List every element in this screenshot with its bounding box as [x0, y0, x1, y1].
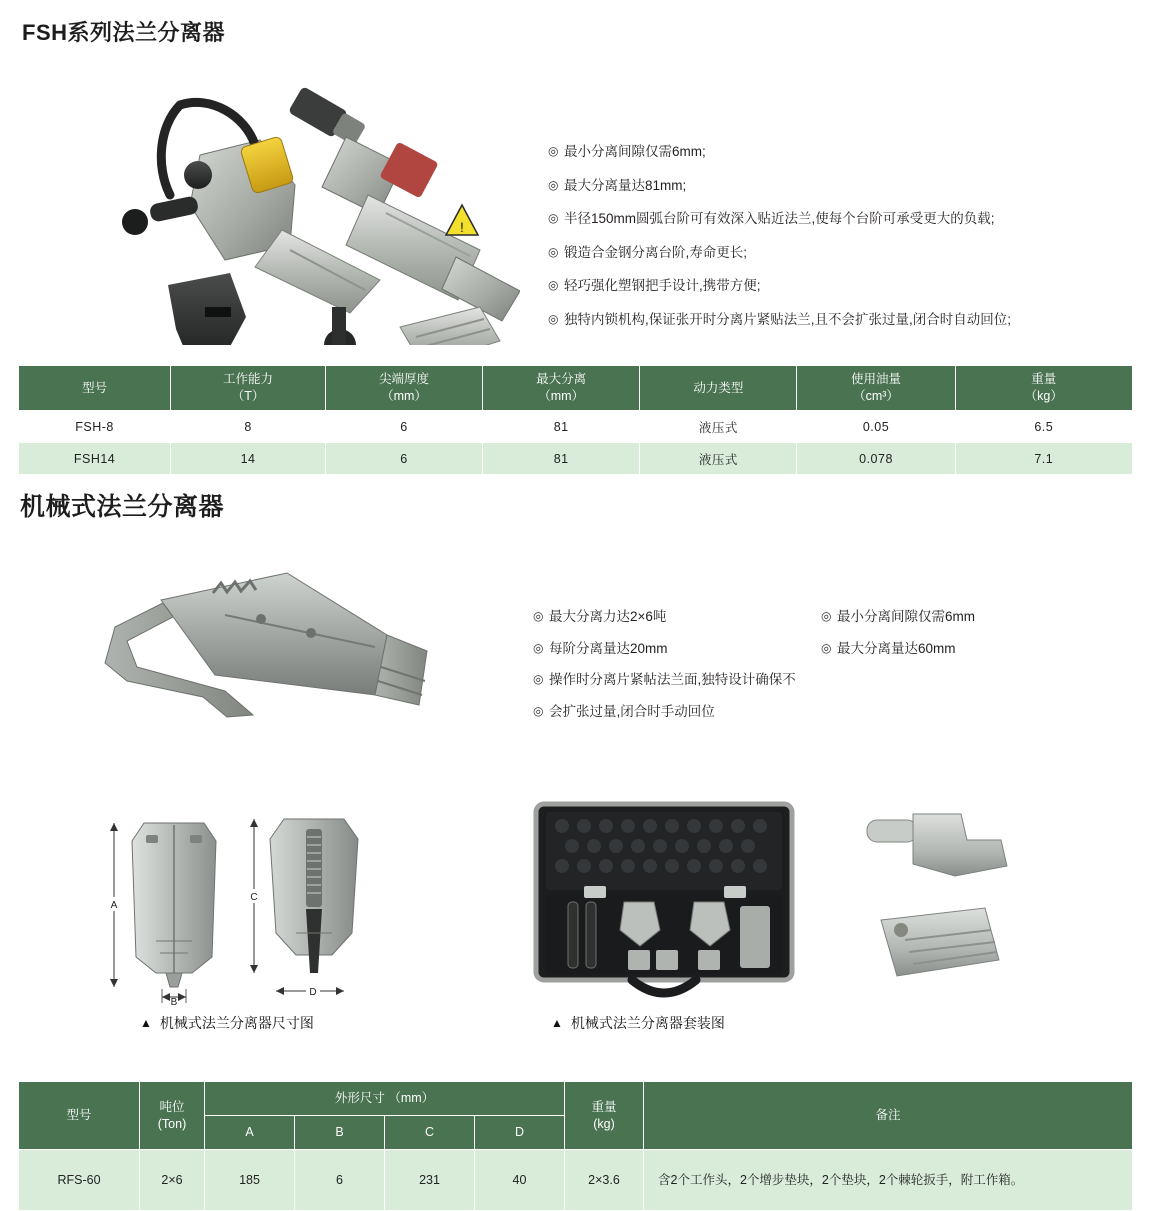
bullet-icon: ◎	[548, 278, 559, 293]
list-item-text: 操作时分离片紧帖法兰面,独特设计确保不	[549, 672, 796, 688]
bullet-icon: ◎	[533, 672, 544, 687]
table-row	[19, 443, 1133, 475]
product-photo-tool-case	[528, 790, 808, 1005]
bullet-icon: ◎	[548, 144, 559, 158]
bullet-icon: ◎	[821, 640, 832, 655]
th-note: 备注	[644, 1082, 1133, 1150]
cell-tip-thickness: 6	[325, 443, 482, 475]
list-item	[548, 311, 1011, 329]
cell-power-type: 液压式	[640, 411, 797, 443]
feature-list-fsh	[548, 143, 1011, 344]
bullet-icon: ◎	[548, 311, 559, 326]
bullet-icon: ◎	[533, 703, 544, 718]
th-dim-d: D	[475, 1116, 565, 1150]
list-item	[548, 244, 1011, 262]
cell-capacity: 14	[171, 443, 326, 475]
cell-note: 含2个工作头，2个增步垫块，2个垫块，2个棘轮扳手，附工作箱。	[644, 1150, 1133, 1211]
cell-capacity: 8	[171, 411, 326, 443]
bullet-icon: ◎	[533, 640, 544, 655]
list-item	[533, 608, 821, 626]
list-item-text: 会扩张过量,闭合时手动回位	[549, 703, 715, 719]
table-row	[19, 1150, 1133, 1211]
cell-weight: 2×3.6	[565, 1150, 644, 1211]
list-item-text: 独特内锁机构,保证张开时分离片紧贴法兰,且不会扩张过量,闭合时自动回位;	[564, 311, 1012, 327]
spec-table-mechanical	[18, 1081, 1133, 1211]
list-item	[548, 143, 1011, 161]
cell-model: RFS-60	[19, 1150, 140, 1211]
table-row	[19, 411, 1133, 443]
bullet-icon: ◎	[548, 244, 559, 259]
th-power-type: 动力类型	[640, 366, 797, 411]
cell-ton: 2×6	[140, 1150, 205, 1211]
cell-weight: 6.5	[955, 411, 1132, 443]
caption-dimension-drawing	[140, 1013, 314, 1033]
dimension-drawing	[100, 805, 430, 1005]
cell-dim-c: 231	[385, 1150, 475, 1211]
cell-dim-a: 185	[205, 1150, 295, 1211]
list-item-text: 最小分离间隙仅需6mm;	[564, 144, 706, 159]
cell-max-spread: 81	[483, 443, 640, 475]
caption-kit-photo	[551, 1013, 725, 1033]
list-item	[533, 671, 975, 689]
th-weight: 重量 (kg)	[565, 1082, 644, 1150]
cell-dim-d: 40	[475, 1150, 565, 1211]
bullet-icon: ◎	[548, 177, 559, 192]
list-item-text: 每阶分离量达20mm	[549, 640, 668, 656]
th-max-spread: 最大分离 （mm）	[483, 366, 640, 411]
table-header-row	[19, 366, 1133, 411]
product-photo-mechanical-flange-spreader	[75, 555, 495, 765]
list-item-text: 最大分离量达60mm	[837, 640, 956, 656]
page-title-mechanical-spreader: 机械式法兰分离器	[20, 493, 225, 521]
dim-label-b: B	[170, 997, 178, 1005]
th-tip-thickness: 尖端厚度 （mm）	[325, 366, 482, 411]
caption-text: 机械式法兰分离器尺寸图	[159, 1015, 314, 1031]
th-ton: 吨位 (Ton)	[140, 1082, 205, 1150]
dim-label-d: D	[309, 987, 317, 998]
list-item	[548, 210, 1011, 228]
list-item-text: 最大分离力达2×6吨	[549, 609, 667, 624]
cell-model: FSH14	[19, 443, 171, 475]
th-dim-a: A	[205, 1116, 295, 1150]
triangle-icon: ▲	[140, 1016, 152, 1030]
list-item	[533, 640, 821, 658]
list-item-text: 半径150mm圆弧台阶可有效深入贴近法兰,使每个台阶可承受更大的负载;	[564, 211, 995, 227]
list-item-text: 锻造合金钢分离台阶,寿命更长;	[564, 244, 748, 260]
th-model: 型号	[19, 1082, 140, 1150]
cell-oil-usage: 0.078	[797, 443, 955, 475]
cell-power-type: 液压式	[640, 443, 797, 475]
table-header-row	[19, 1082, 1133, 1116]
list-item	[548, 277, 1011, 295]
th-weight: 重量 （kg）	[955, 366, 1132, 411]
bullet-icon: ◎	[533, 609, 544, 623]
cell-model: FSH-8	[19, 411, 171, 443]
triangle-icon: ▲	[551, 1016, 563, 1030]
cell-oil-usage: 0.05	[797, 411, 955, 443]
list-item	[533, 703, 975, 721]
cell-tip-thickness: 6	[325, 411, 482, 443]
spec-table-fsh	[18, 365, 1133, 475]
bullet-icon: ◎	[821, 609, 832, 623]
caption-text: 机械式法兰分离器套装图	[570, 1015, 725, 1031]
product-photo-accessories	[845, 800, 1060, 1010]
cell-dim-b: 6	[295, 1150, 385, 1211]
list-item-text: 轻巧强化塑钢把手设计,携带方便;	[564, 278, 761, 294]
th-model: 型号	[19, 366, 171, 411]
page-title-fsh-series: FSH系列法兰分离器	[22, 20, 226, 45]
dim-label-c: C	[250, 892, 258, 903]
list-item-text: 最小分离间隙仅需6mm	[837, 609, 975, 624]
bullet-icon: ◎	[548, 211, 559, 226]
list-item	[821, 608, 975, 626]
th-dim-c: C	[385, 1116, 475, 1150]
svg-text:!: !	[460, 219, 464, 235]
list-item-text: 最大分离量达81mm;	[564, 177, 687, 193]
product-photo-fsh-flange-spreader	[50, 45, 520, 345]
th-oil-usage: 使用油量 （cm³）	[797, 366, 955, 411]
th-capacity: 工作能力 （T）	[171, 366, 326, 411]
cell-weight: 7.1	[955, 443, 1132, 475]
th-dim-b: B	[295, 1116, 385, 1150]
list-item	[548, 177, 1011, 195]
cell-max-spread: 81	[483, 411, 640, 443]
feature-list-mechanical	[533, 608, 975, 734]
dim-label-a: A	[110, 900, 118, 911]
list-item	[821, 640, 975, 658]
th-dimensions: 外形尺寸 （mm）	[205, 1082, 565, 1116]
